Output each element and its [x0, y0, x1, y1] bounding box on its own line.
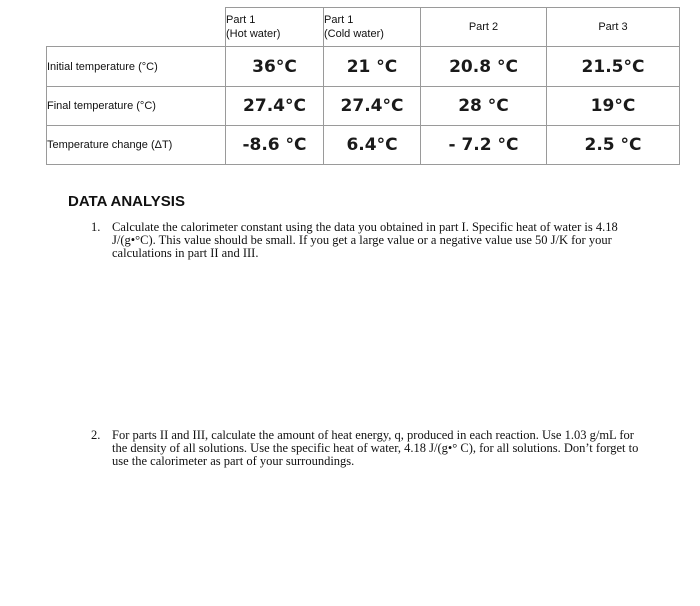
value-cell: 2.5 °C [547, 126, 680, 165]
question-text: For parts II and III, calculate the amount of heat energy, q, produced in each reaction. Use 1.03 g/mL for the density of all solutions. Use the specific heat of water, 4.18 J/(g•° C), for all solutions. Don’t forget to use the calorimeter as part of your surroundings. [112, 428, 639, 468]
header-row [47, 8, 680, 47]
table-row-initial [47, 47, 680, 87]
question-2 [91, 429, 651, 468]
value-cell: 21.5°C [547, 47, 680, 87]
value-cell: - 7.2 °C [421, 126, 547, 165]
value-cell: 6.4°C [324, 126, 421, 165]
value-cell: -8.6 °C [226, 126, 324, 165]
question-1 [91, 221, 651, 260]
row-label: Initial temperature (°C) [47, 47, 226, 87]
row-label: Final temperature (°C) [47, 87, 226, 126]
value-cell: 19°C [547, 87, 680, 126]
col-header-line1: Part 1 [226, 14, 256, 26]
row-label: Temperature change (ΔT) [47, 126, 226, 165]
corner-cell [47, 8, 226, 47]
value-cell: 36°C [226, 47, 324, 87]
col-header-part2: Part 2 [421, 8, 547, 47]
table-row-final [47, 87, 680, 126]
section-title: DATA ANALYSIS [68, 193, 185, 210]
question-number: 2. [91, 428, 101, 442]
value-cell: 27.4°C [324, 87, 421, 126]
col-header-line1: Part 1 [324, 14, 354, 26]
question-number: 1. [91, 220, 101, 234]
table-row-change [47, 126, 680, 165]
col-header-part1-cold [324, 8, 421, 47]
value-cell: 21 °C [324, 47, 421, 87]
col-header-part1-hot [226, 8, 324, 47]
col-header-part3: Part 3 [547, 8, 680, 47]
value-cell: 28 °C [421, 87, 547, 126]
col-header-line2: (Hot water) [226, 28, 281, 40]
value-cell: 27.4°C [226, 87, 324, 126]
question-text: Calculate the calorimeter constant using the data you obtained in part I. Specific heat of water is 4.18 J/(g•°C). This value should be small. If you get a large value or a negative value use 50 J/K for your calculations in part II and III. [112, 220, 618, 260]
col-header-line2: (Cold water) [324, 28, 384, 40]
data-table [46, 7, 680, 165]
value-cell: 20.8 °C [421, 47, 547, 87]
